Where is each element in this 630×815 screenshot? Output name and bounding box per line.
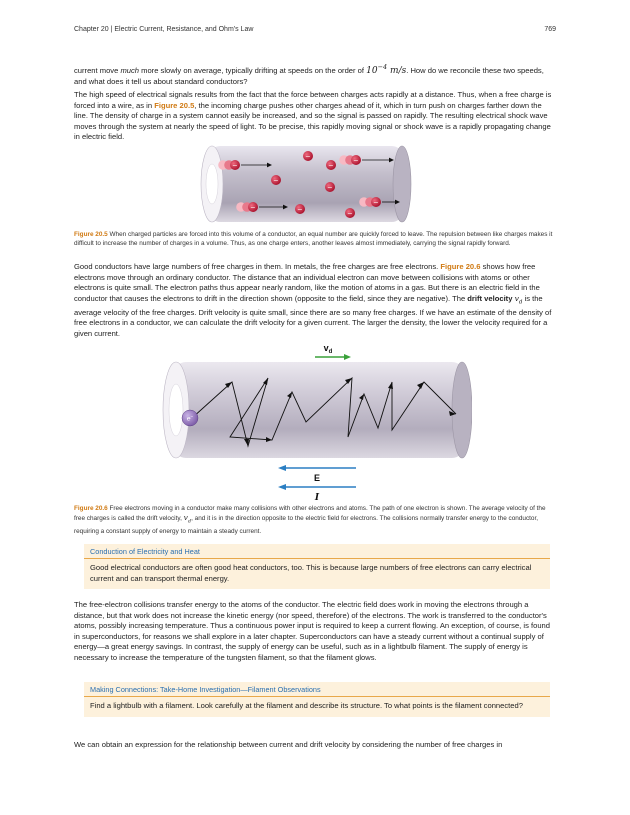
figure-20-6 [160, 338, 472, 504]
chapter-title: Chapter 20 | Electric Current, Resistance, and Ohm's Law [74, 26, 254, 33]
figure-20-6-caption: Figure 20.6 Free electrons moving in a conductor make many collisions with other electrons and atoms. The path of one electron is shown. The average velocity of the free charges is called the drift velocity, $v_d$, and it is in the direction opposite to the electric field for electrons. The collisions normally transfer energy to the conductor, requiring a constant supply of energy to maintain a steady current. [74, 505, 546, 535]
drift-velocity-label: $v_d$ [323, 343, 333, 355]
svg-text:−: − [232, 161, 238, 170]
inner-charge-3 [326, 160, 336, 170]
inner-charge-6 [345, 208, 355, 218]
inner-charge-1 [271, 175, 281, 185]
figure-20-5-link[interactable]: Figure 20.5 [154, 100, 195, 110]
callout-conduction-heat [84, 544, 550, 589]
paragraph-collisions: The free-electron collisions transfer energy to the atoms of the conductor. The electric field does work in moving the electrons through a distance, but that work does not increase the kinetic energy (nor speed, therefore) of the electrons. The work is transferred to the conductor's atoms, possibly increasing temperature. Thus a continuous power input is required to keep a current flowing. An exception, of course, is found in superconductors, for reasons we shall explore in a later chapter. Superconductors can have a steady current without a continual supply of energy—a great energy savings. In contrast, the supply of energy can be useful, such as in a lightbulb filament. The supply of energy is necessary to increase the temperature of the tungsten filament, so that the filament glows. [74, 600, 550, 662]
inner-charge-5 [295, 204, 305, 214]
figure-20-5-caption: Figure 20.5 When charged particles are forced into this volume of a conductor, an equal number are quickly forced to leave. The repulsion between like charges makes it difficult to increase the number of charges in a volume. Thus, as one charge enters, another leaves almost immediately, carrying the signal rapidly forward. [74, 231, 553, 247]
term-drift-velocity: drift velocity [467, 293, 513, 303]
callout-filament [84, 682, 550, 717]
drift-velocity-arrow [315, 354, 351, 360]
svg-text:−: − [305, 152, 311, 161]
figure-20-6-link[interactable]: Figure 20.6 [440, 262, 481, 271]
paragraph-intro: current move much more slowly on average, typically drifting at speeds on the order of $10^{-4}$ m/s. How do we reconcile these two speeds, and what does it tell us about standard conductors? [74, 63, 544, 86]
paragraph-conductors: Good conductors have large numbers of free charges in them. In metals, the free charges are free electrons. Figure 20.6 shows how free electrons move through an ordinary conductor. The distance that an individual electron can move between collisions with atoms or other electrons is quite small. The electron paths thus appear nearly random, like the motion of atoms in a gas. But there is an electric field in the conductor that causes the electrons to drift in the direction shown (opposite to the field, since they are negative). The drift velocity $v_d$ is the average velocity of the free charges. Drift velocity is quite small, since there are so many free charges. If we have an estimate of the density of free electrons in a conductor, we can calculate the drift velocity for a given current. The larger the density, the lower the velocity required for a given current. [74, 262, 552, 339]
emphasis-much: much [120, 66, 140, 75]
svg-text:−: − [373, 198, 379, 207]
figure-20-5 [198, 143, 413, 225]
callout-body: Find a lightbulb with a filament. Look carefully at the filament and describe its structure. To what points is the filament connected? [90, 701, 523, 710]
current-label: I [314, 493, 320, 503]
drift-velocity-symbol: $v_d$ [514, 293, 523, 306]
svg-text:−: − [273, 176, 279, 185]
paragraph-signal: The high speed of electrical signals results from the fact that the force between charges acts rapidly at a distance. Thus, when a free charge is forced into a wire, as in Figure 20.5, the incoming charge pushes other charges ahead of it, which in turn push on charges farther down the line. The density of charge in a system cannot easily be increased, and so the signal is passed on rapidly. The resulting electrical shock wave moves through the system at nearly the speed of light. To be precise, this rapidly moving signal or shock wave is a rapidly propagating change in electric field. [74, 90, 552, 142]
inner-charge-4 [325, 182, 335, 192]
callout-title: Making Connections: Take-Home Investigation—Filament Observations [84, 682, 550, 697]
callout-title: Conduction of Electricity and Heat [84, 544, 550, 559]
svg-text:−: − [297, 205, 303, 214]
svg-text:−: − [328, 161, 334, 170]
current-arrow [278, 484, 356, 490]
svg-text:−: − [347, 209, 353, 218]
page-number: 769 [544, 26, 556, 33]
paragraph-final: We can obtain an expression for the relationship between current and drift velocity by considering the number of free charges in [74, 740, 503, 749]
electric-field-label: E [313, 473, 321, 483]
speed-expression: $10^{-4}$ m/s [366, 63, 407, 76]
caption-drift-symbol: $v_d$ [183, 513, 192, 525]
svg-text:−: − [250, 203, 256, 212]
svg-text:−: − [353, 156, 359, 165]
electric-field-arrow [278, 465, 356, 471]
electron-label: e− [186, 414, 194, 423]
page-header [74, 26, 556, 33]
svg-text:−: − [327, 183, 333, 192]
inner-charge-2 [303, 151, 313, 161]
callout-body: Good electrical conductors are often good heat conductors, too. This is because large numbers of free electrons can carry electrical current and can transport thermal energy. [90, 563, 532, 583]
